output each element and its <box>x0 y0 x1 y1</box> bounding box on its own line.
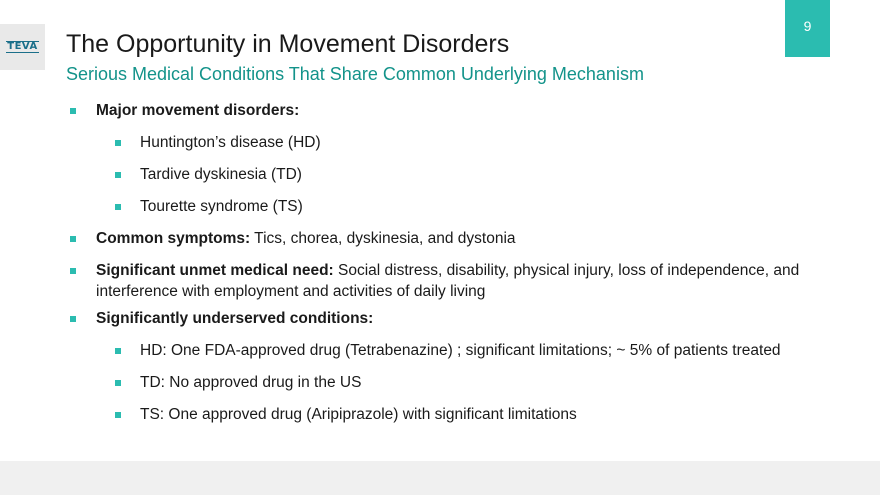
bullet-marker <box>70 236 76 242</box>
sub-bullet-td-drug <box>0 372 880 393</box>
bullet-text: HD: One FDA-approved drug (Tetrabenazine) ; significant limitations; ~ 5% of patients treated <box>140 342 781 359</box>
footer-bar <box>0 461 880 495</box>
sub-bullet-ts-drug <box>0 404 880 425</box>
bullet-marker <box>115 380 121 386</box>
bullet-text: TD: No approved drug in the US <box>140 374 362 391</box>
bullet-unmet-need <box>0 260 880 302</box>
bullet-marker <box>115 172 121 178</box>
bullet-marker <box>115 140 121 146</box>
bullet-label: Major movement disorders: <box>96 102 300 119</box>
bullet-text: TS: One approved drug (Aripiprazole) with significant limitations <box>140 406 577 423</box>
page-number: 9 <box>803 18 812 34</box>
bullet-marker <box>115 412 121 418</box>
bullet-major-disorders <box>0 100 880 121</box>
bullet-label: Significantly underserved conditions: <box>96 310 374 327</box>
bullet-text: Huntington’s disease (HD) <box>140 134 321 151</box>
bullet-text: Tics, chorea, dyskinesia, and dystonia <box>250 230 516 247</box>
slide-title: The Opportunity in Movement Disorders <box>66 30 510 58</box>
bullet-text: Social distress, disability, physical injury, loss of independence, and interference with employment and activities of daily living <box>96 262 800 300</box>
bullet-text: Tardive dyskinesia (TD) <box>140 166 302 183</box>
bullet-marker <box>115 348 121 354</box>
sub-bullet-hd-drug <box>0 340 880 361</box>
bullet-marker <box>115 204 121 210</box>
bullet-label: Common symptoms: <box>96 230 251 247</box>
bullet-text: Tourette syndrome (TS) <box>140 198 303 215</box>
bullet-label: Significant unmet medical need: <box>96 262 334 279</box>
bullet-marker <box>70 108 76 114</box>
sub-bullet-hd <box>0 132 880 153</box>
bullet-list <box>0 100 880 436</box>
page-number-badge <box>785 0 830 57</box>
bullet-common-symptoms <box>0 228 880 249</box>
bullet-marker <box>70 268 76 274</box>
teva-logo: TEVA <box>7 41 38 52</box>
sub-bullet-td <box>0 164 880 185</box>
bullet-underserved <box>0 308 880 329</box>
bullet-marker <box>70 316 76 322</box>
sub-bullet-ts <box>0 196 880 217</box>
slide-subtitle: Serious Medical Conditions That Share Common Underlying Mechanism <box>66 64 644 84</box>
logo-container <box>0 24 45 70</box>
